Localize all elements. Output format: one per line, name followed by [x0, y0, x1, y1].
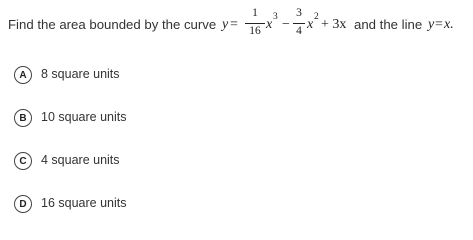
- fraction-1-denominator: 16: [249, 25, 261, 37]
- fraction-2-numerator: 3: [296, 7, 302, 19]
- option-d-letter-badge: D: [14, 195, 32, 213]
- math-exponent-2: 2: [314, 12, 319, 22]
- option-a-label: 8 square units: [41, 67, 120, 81]
- math-line-equals: =: [435, 17, 443, 32]
- option-a-letter-badge: A: [14, 66, 32, 84]
- fraction-2-denominator: 4: [296, 25, 302, 37]
- math-line-y: y: [428, 17, 435, 32]
- option-b-letter-badge: B: [14, 109, 32, 127]
- fraction-1-numerator: 1: [252, 7, 258, 19]
- option-b-label: 10 square units: [41, 110, 127, 124]
- option-c-letter-badge: C: [14, 152, 32, 170]
- math-x-squared-base: x: [307, 17, 314, 32]
- math-line-x: x.: [444, 17, 454, 32]
- option-a[interactable]: [14, 63, 274, 89]
- question-middle: and the line: [354, 17, 423, 32]
- math-minus: −: [282, 17, 290, 32]
- math-y: y: [222, 17, 229, 32]
- math-exponent-3: 3: [273, 12, 278, 22]
- question-text: [8, 8, 470, 48]
- math-equals: =: [230, 17, 238, 32]
- question-prefix: Find the area bounded by the curve: [8, 17, 217, 32]
- fraction-1-bar: [245, 23, 265, 24]
- option-d-label: 16 square units: [41, 196, 127, 210]
- math-x-cubed-base: x: [266, 17, 273, 32]
- option-b[interactable]: [14, 106, 274, 132]
- option-c[interactable]: [14, 149, 274, 175]
- fraction-2-bar: [293, 23, 305, 24]
- option-d[interactable]: [14, 192, 274, 218]
- math-plus-3x: + 3x: [321, 17, 347, 32]
- option-c-label: 4 square units: [41, 153, 120, 167]
